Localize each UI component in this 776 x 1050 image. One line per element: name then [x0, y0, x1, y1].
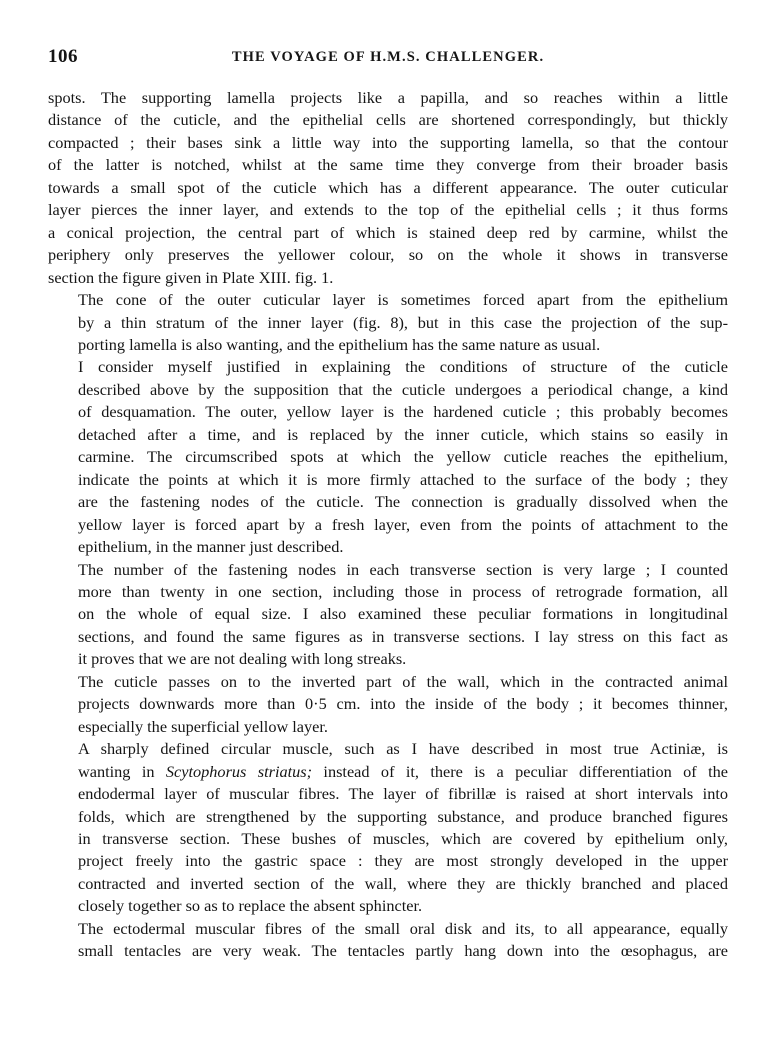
- text-line: towards a small spot of the cuticle which has a different appearance. The outer cuticular: [48, 177, 728, 197]
- paragraph: [48, 738, 728, 918]
- paragraph: [48, 559, 728, 671]
- text-line: The number of the fastening nodes in each transverse section is very large ; I counted: [78, 559, 728, 579]
- text-line: layer pierces the inner layer, and extends to the top of the epithelial cells ; it thus forms: [48, 200, 728, 220]
- text-line: carmine. The circumscribed spots at which the yellow cuticle reaches the epithelium,: [78, 447, 728, 467]
- paragraph: [48, 289, 728, 356]
- paragraph: [48, 918, 728, 963]
- text-line: spots. The supporting lamella projects like a papilla, and so reaches within a little: [48, 88, 728, 107]
- text-line: more than twenty in one section, including those in process of retrograde formation, all: [78, 581, 728, 601]
- text-line: by a thin stratum of the inner layer (fig. 8), but in this case the projection of the sup-: [78, 312, 728, 332]
- text-line: The ectodermal muscular fibres of the small oral disk and its, to all appearance, equally: [78, 918, 728, 938]
- text-line: sections, and found the same figures as in transverse sections. I lay stress on this fact as: [78, 626, 728, 646]
- text-line: The cone of the outer cuticular layer is sometimes forced apart from the epithelium: [78, 290, 728, 310]
- text-line: periphery only preserves the yellower colour, so on the whole it shows in transverse: [48, 245, 728, 265]
- text-line: compacted ; their bases sink a little way into the supporting lamella, so that the contour: [48, 132, 728, 152]
- body-text: [48, 87, 728, 963]
- text-line: on the whole of equal size. I also examined these peculiar formations in longitudinal: [78, 604, 728, 624]
- text-line: wanting in Scytophorus striatus; instead of it, there is a peculiar differentiation of the: [78, 761, 728, 781]
- running-head: [48, 46, 728, 70]
- text-line: section the figure given in Plate XIII. fig. 1.: [48, 267, 334, 287]
- text-line: a conical projection, the central part of which is stained deep red by carmine, whilst the: [48, 222, 728, 242]
- text-line: detached after a time, and is replaced by the inner cuticle, which stains so easily in: [78, 424, 728, 444]
- text-line: indicate the points at which it is more firmly attached to the surface of the body ; they: [78, 469, 728, 489]
- text-line: contracted and inverted section of the wall, where they are thickly branched and placed: [78, 873, 728, 893]
- text-line: in transverse section. These bushes of muscles, which are covered by epithelium only,: [78, 828, 728, 848]
- text-line: of the latter is notched, whilst at the same time they converge from their broader basis: [48, 155, 728, 175]
- text-line: closely together so as to replace the absent sphincter.: [78, 896, 423, 916]
- page-number: 106: [48, 46, 78, 67]
- text-line: The cuticle passes on to the inverted part of the wall, which in the contracted animal: [78, 671, 728, 691]
- text-line: epithelium, in the manner just described.: [78, 537, 344, 557]
- text-line: it proves that we are not dealing with long streaks.: [78, 649, 407, 669]
- text-line: described above by the supposition that the cuticle undergoes a periodical change, a kind: [78, 379, 728, 399]
- paragraph: [48, 356, 728, 558]
- text-line: folds, which are strengthened by the supporting substance, and produce branched figures: [78, 806, 728, 826]
- paragraph: [48, 671, 728, 738]
- text-line: endodermal layer of muscular fibres. The layer of fibrillæ is raised at short intervals into: [78, 784, 728, 804]
- text-line: distance of the cuticle, and the epithelial cells are shortened correspondingly, but thickly: [48, 110, 728, 130]
- text-line: projects downwards more than 0·5 cm. into the inside of the body ; it becomes thinner,: [78, 694, 728, 714]
- paragraph: [48, 87, 728, 289]
- text-line: are the fastening nodes of the cuticle. The connection is gradually dissolved when the: [78, 492, 728, 512]
- text-line: yellow layer is forced apart by a fresh layer, even from the points of attachment to the: [78, 514, 728, 534]
- text-line: especially the superficial yellow layer.: [78, 716, 328, 736]
- text-line: of desquamation. The outer, yellow layer is the hardened cuticle ; this probably becomes: [78, 402, 728, 422]
- text-line: I consider myself justified in explaining the conditions of structure of the cuticle: [78, 357, 728, 377]
- running-title: THE VOYAGE OF H.M.S. CHALLENGER.: [231, 49, 545, 65]
- text-line: A sharply defined circular muscle, such as I have described in most true Actiniæ, is: [78, 739, 728, 759]
- text-line: project freely into the gastric space : they are most strongly developed in the upper: [78, 851, 728, 871]
- text-line: porting lamella is also wanting, and the epithelium has the same nature as usual.: [78, 334, 601, 354]
- text-line: small tentacles are very weak. The tentacles partly hang down into the œsophagus, are: [78, 941, 728, 961]
